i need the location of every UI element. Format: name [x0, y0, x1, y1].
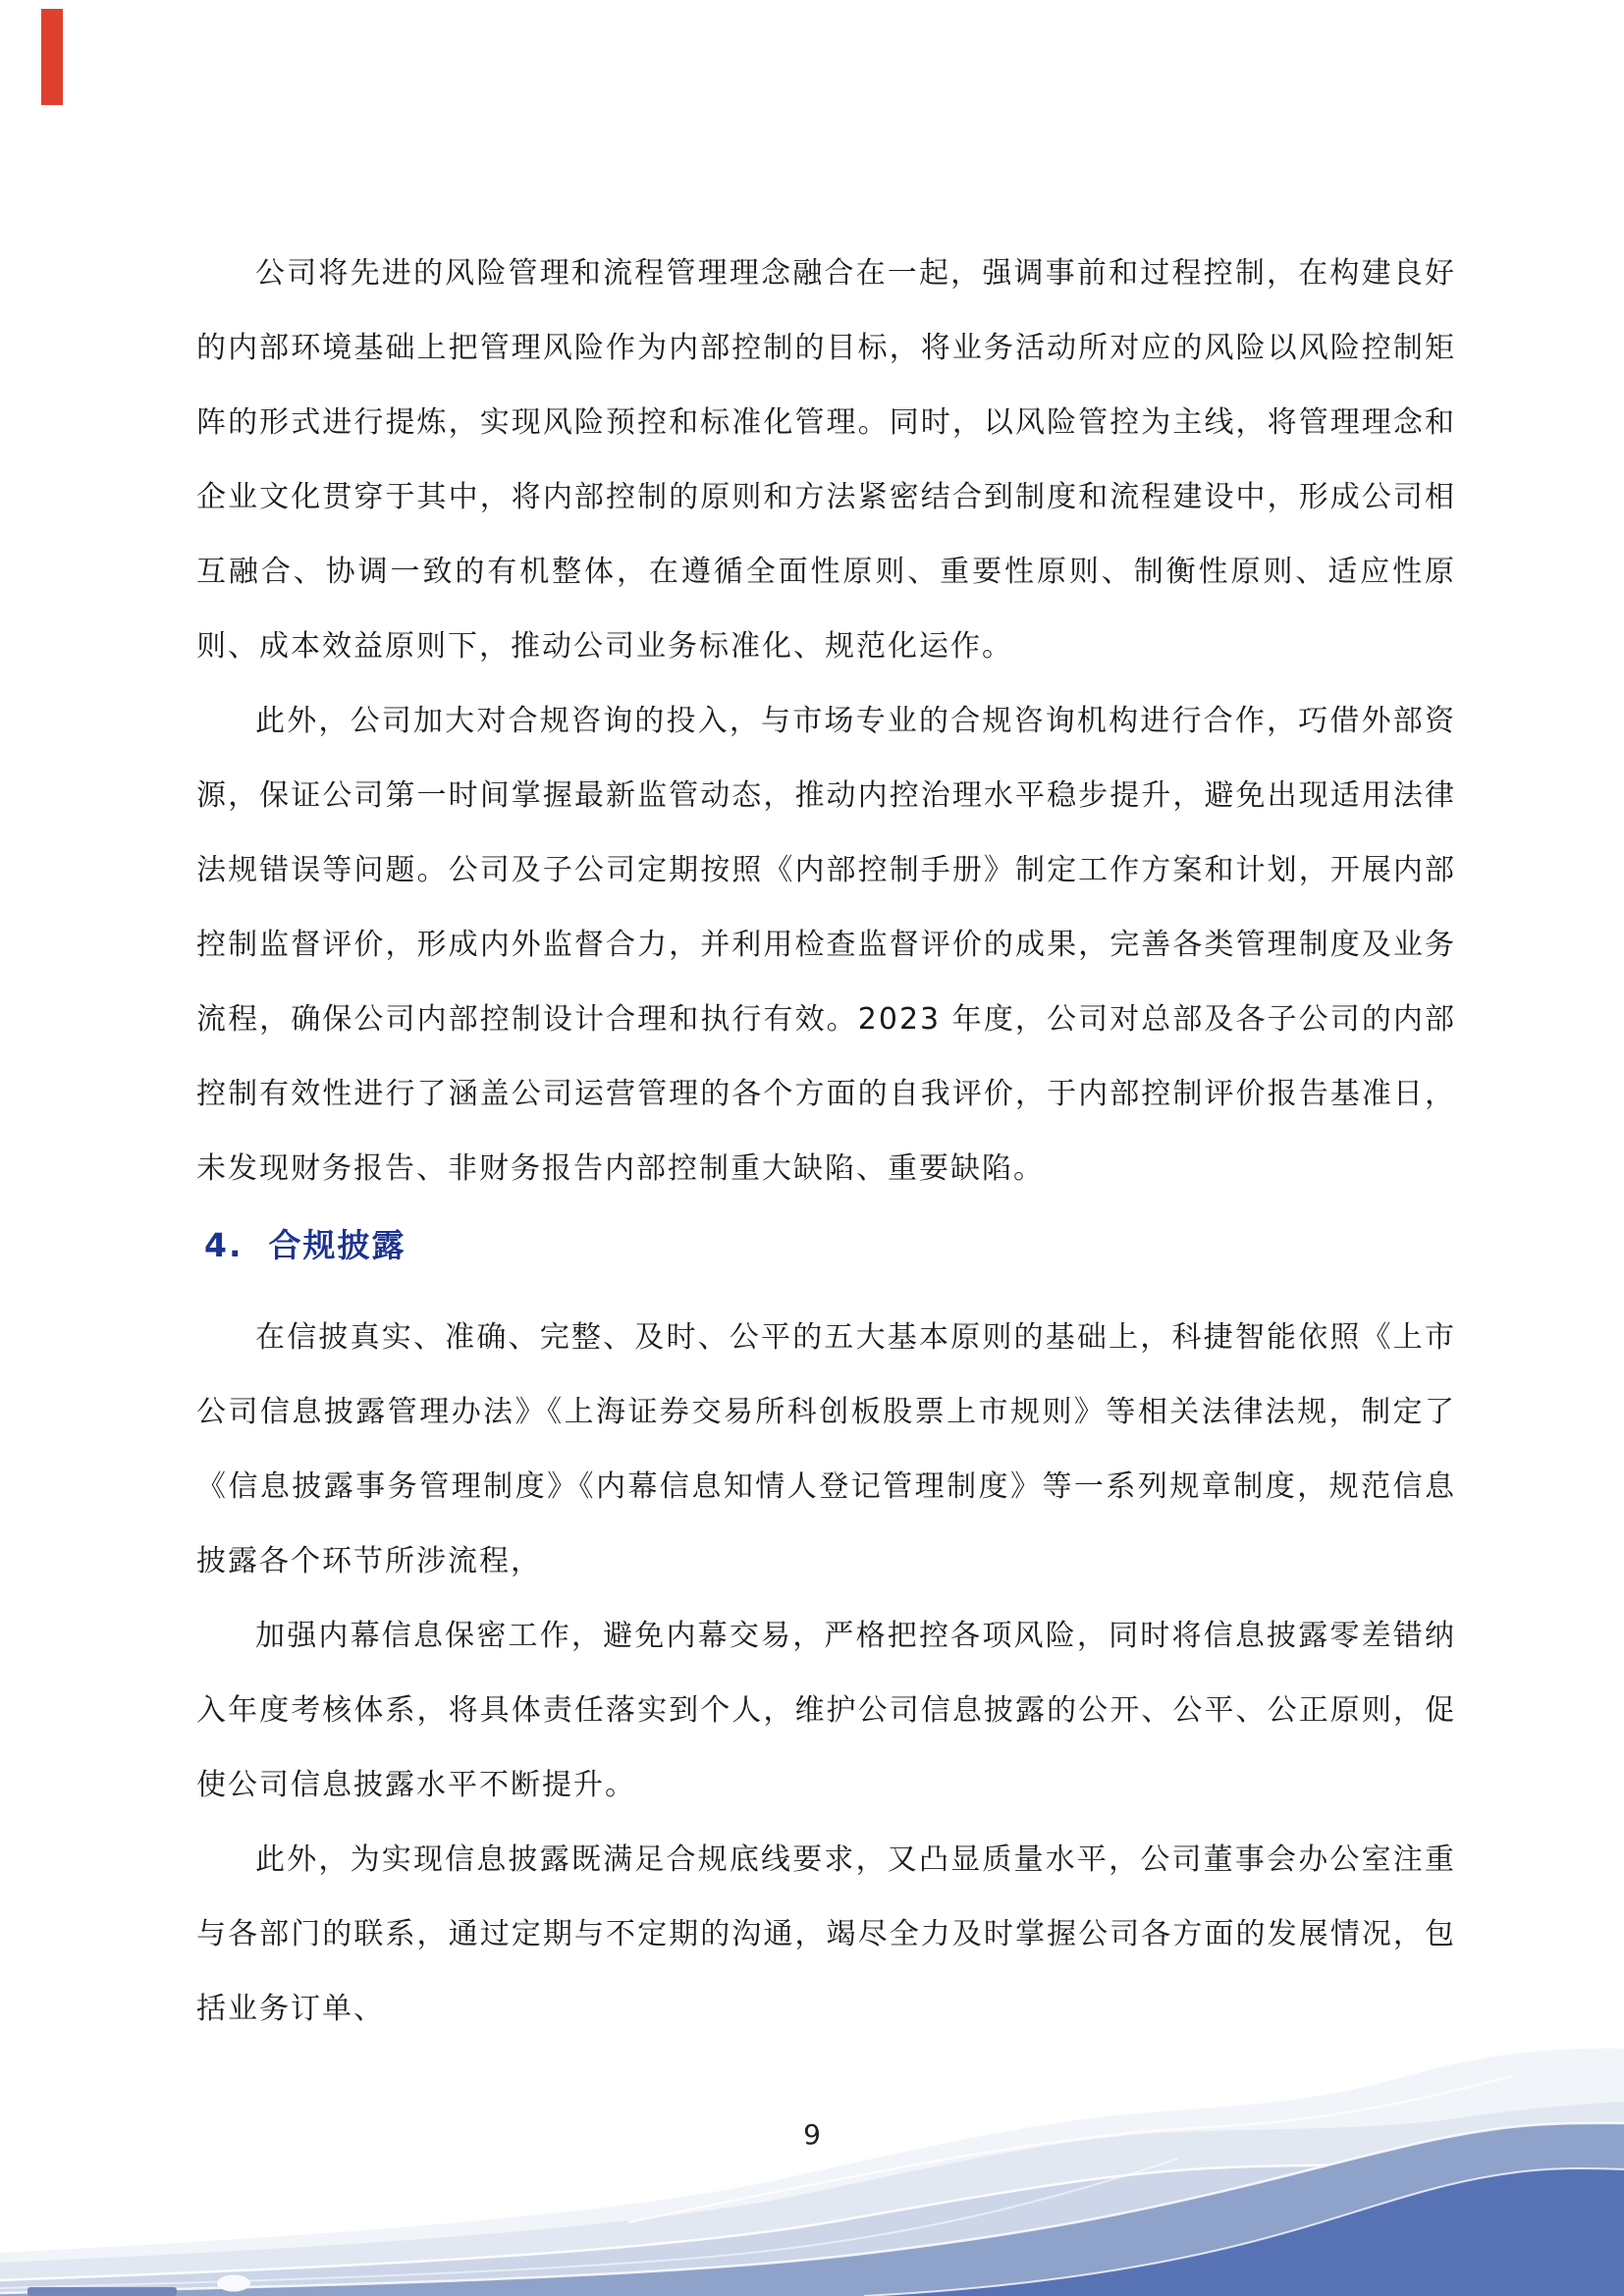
wave-corner-strip: [27, 2287, 177, 2296]
section-heading-title: 合规披露: [268, 1226, 406, 1264]
page-content: [196, 237, 1456, 2047]
section-heading-number: 4.: [204, 1226, 244, 1264]
paragraph-disclosure-2: 加强内幕信息保密工作，避免内幕交易，严格把控各项风险，同时将信息披露零差错纳入年度考核体系，将具体责任落实到个人，维护公司信息披露的公开、公平、公正原则，促使公司信息披露水平不断提升。: [196, 1619, 1456, 1802]
paragraph-internal-control-2: 此外，公司加大对合规咨询的投入，与市场专业的合规咨询机构进行合作，巧借外部资源，保证公司第一时间掌握最新监管动态，推动内控治理水平稳步提升，避免出现适用法律法规错误等问题。公司及子公司定期按照《内部控制手册》制定工作方案和计划，开展内部控制监督评价，形成内外监督合力，并利用检查监督评价的成果，完善各类管理制度及业务流程，确保公司内部控制设计合理和执行有效。2023 年度，公司对总部及各子公司的内部控制有效性进行了涵盖公司运营管理的各个方面的自我评价，于内部控制评价报告基准日，未发现财务报告、非财务报告内部控制重大缺陷、重要缺陷。: [196, 704, 1456, 1186]
red-corner-marker: [41, 9, 63, 105]
paragraph-internal-control-1: 公司将先进的风险管理和流程管理理念融合在一起，强调事前和过程控制，在构建良好的内部环境基础上把管理风险作为内部控制的目标，将业务活动所对应的风险以风险控制矩阵的形式进行提炼，实现风险预控和标准化管理。同时，以风险管控为主线，将管理理念和企业文化贯穿于其中，将内部控制的原则和方法紧密结合到制度和流程建设中，形成公司相互融合、协调一致的有机整体，在遵循全面性原则、重要性原则、制衡性原则、适应性原则、成本效益原则下，推动公司业务标准化、规范化运作。: [196, 256, 1456, 664]
section-heading: [204, 1222, 1456, 1269]
wave-decoration: [0, 2041, 1624, 2296]
wave-white-dot: [217, 2275, 250, 2292]
paragraph-disclosure-3: 此外，为实现信息披露既满足合规底线要求，又凸显质量水平，公司董事会办公室注重与各部门的联系，通过定期与不定期的沟通，竭尽全力及时掌握公司各方面的发展情况，包括业务订单、: [196, 1842, 1456, 2026]
page-number: 9: [803, 2118, 821, 2151]
paragraph-disclosure-1: 在信披真实、准确、完整、及时、公平的五大基本原则的基础上，科捷智能依照《上市公司信息披露管理办法》《上海证券交易所科创板股票上市规则》等相关法律法规，制定了《信息披露事务管理制度》《内幕信息知情人登记管理制度》等一系列规章制度，规范信息披露各个环节所涉流程，: [196, 1320, 1456, 1578]
